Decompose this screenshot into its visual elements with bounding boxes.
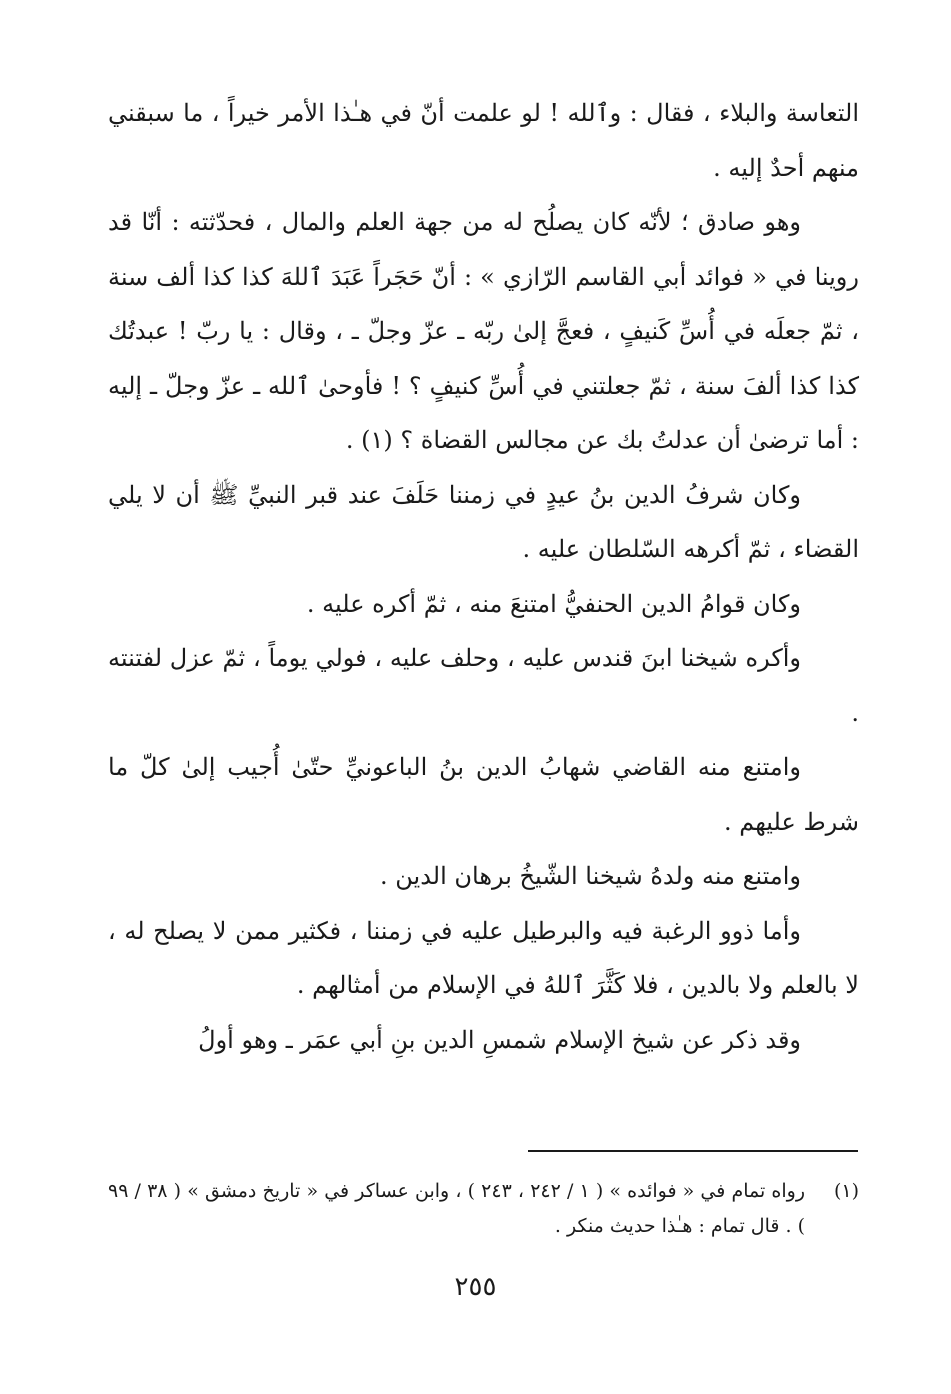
paragraph-5: وأكره شيخنا ابنَ قندس عليه ، وحلف عليه ، فولي يوماً ، ثمّ عزل لفتنته . <box>108 644 859 727</box>
paragraph-2: وهو صادق ؛ لأنّه كان يصلُح له من جهة العلم والمال ، فحدّثته : أنّا قد روينا في « فوائد أبي القاسم الرّازي » : أنّ حَجَراً عَبَدَ ٱللهَ كذا كذا ألف سنة ، ثمّ جعلَه في أُسِّ كَنيفٍ ، فعجَّ إلىٰ ربّه ـ عزّ وجلّ ـ ، وقال : يا ربّ ! عبدتُك كذا كذا ألفَ سنة ، ثمّ جعلتني في أُسِّ كنيفٍ ؟ ! فأوحىٰ ٱلله ـ عزّ وجلّ ـ إليه : أما ترضىٰ أن عدلتُ بك عن مجالس القضاة ؟ (١) . <box>108 208 859 454</box>
paragraph-9: وقد ذكر عن شيخ الإسلام شمسِ الدين بنِ أبي عمَر ـ وهو أولُ <box>198 1025 801 1054</box>
footnote-text: رواه تمام في « فوائده » ( ١ / ٢٤٢ ، ٢٤٣ ) ، وابن عساكر في « تاريخ دمشق » ( ٣٨ / ٩٩ ) . قال تمام : هـٰذا حديث منكر . <box>108 1180 806 1237</box>
paragraph-4: وكان قوامُ الدين الحنفيُّ امتنعَ منه ، ثمّ أكره عليه . <box>306 589 801 618</box>
footnote-item <box>108 1174 859 1244</box>
footnotes <box>108 1174 859 1244</box>
page-number: ٢٥٥ <box>454 1272 497 1302</box>
paragraph-3: وكان شرفُ الدين بنُ عيدٍ في زمننا حَلَفَ عند قبر النبيِّ ﷺ أن لا يلي القضاء ، ثمّ أكرهه السّلطان عليه . <box>108 480 859 563</box>
footnote-divider <box>528 1150 858 1152</box>
paragraph-1: التعاسة والبلاء ، فقال : وٱلله ! لو علمت أنّ في هـٰذا الأمر خيراً ، ما سبقني منهم أحدٌ إليه . <box>108 99 859 182</box>
footnote-marker: (١) <box>833 1180 859 1202</box>
paragraph-6: وامتنع منه القاضي شهابُ الدين بنُ الباعونيِّ حتّىٰ أُجيب إلىٰ كلّ ما شرط عليهم . <box>108 753 859 836</box>
main-text <box>108 86 859 1067</box>
paragraph-8: وأما ذوو الرغبة فيه والبرطيل عليه في زمننا ، فكثير ممن لا يصلح له ، لا بالعلم ولا بالدين ، فلا كَثَّرَ ٱللهُ في الإسلام من أمثالهم . <box>108 916 859 999</box>
paragraph-7: وامتنع منه ولدهُ شيخنا الشّيخُ برهان الدين . <box>379 862 801 890</box>
